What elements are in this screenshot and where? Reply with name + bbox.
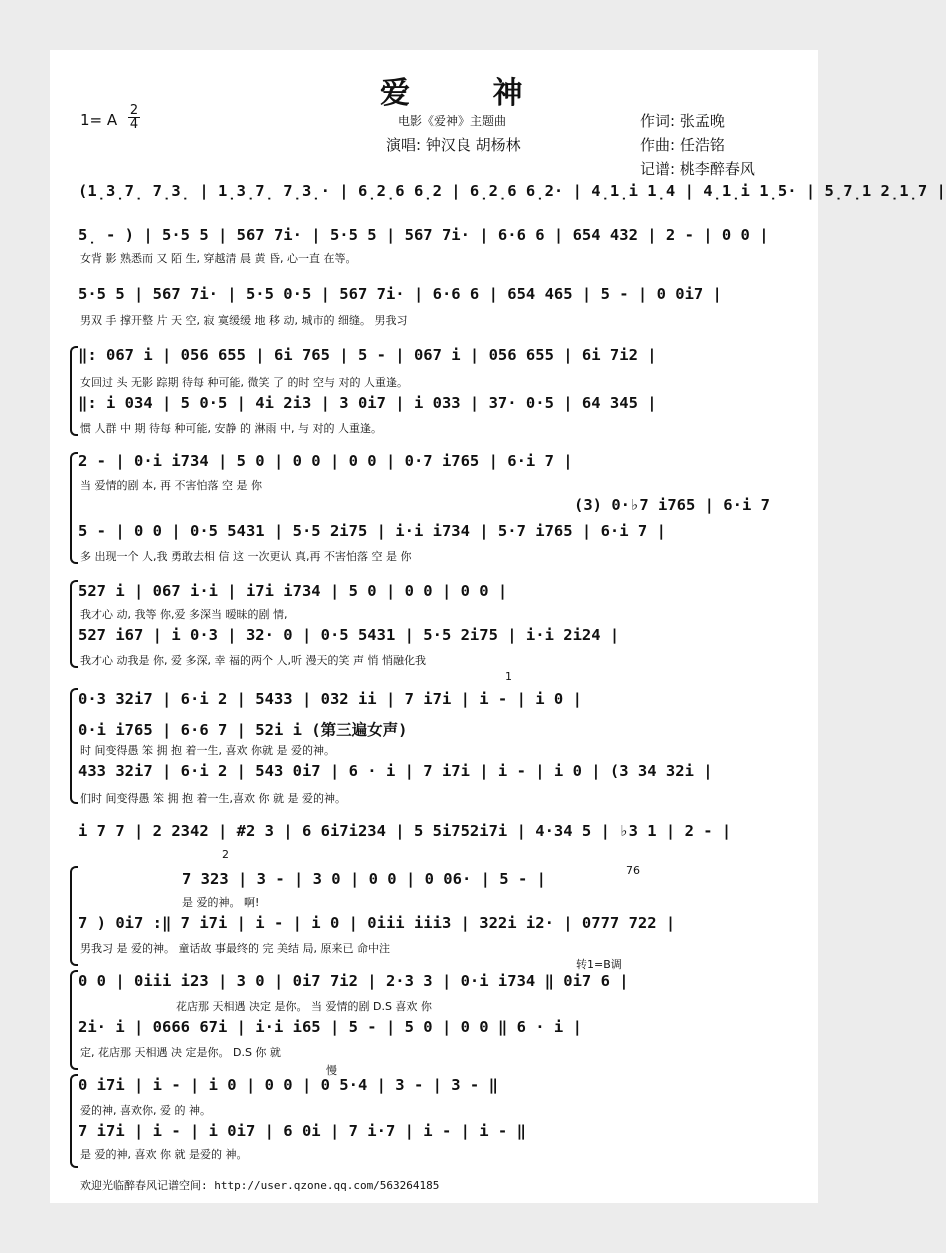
system-brace: [70, 346, 78, 436]
notation-row: 2 - | 0·i i734 | 5 0 | 0 0 | 0 0 | 0·7 i765 | 6·i 7 |: [78, 452, 573, 470]
transcriber: 记谱: 桃李醉春风: [640, 160, 755, 178]
system-brace: [70, 580, 78, 668]
notation-row: (3) 0·♭7 i765 | 6·i 7: [574, 496, 770, 514]
volta-2-label: 2: [222, 848, 229, 861]
system-brace: [70, 866, 78, 966]
notation-row: 0·3 32i7 | 6·i 2 | 5433 | 032 ii | 7 i7i | i - | i 0 |: [78, 690, 582, 708]
time-top: 2: [129, 103, 139, 118]
lyrics-row: 花店那 天相遇 决定 是你。 当 爱情的剧 D.S 喜欢 你: [176, 1000, 432, 1013]
time-bottom: 4: [129, 117, 139, 132]
footer-link-text: 欢迎光临醉春风记谱空间: http://user.qzone.qq.com/563264185: [80, 1179, 440, 1192]
system-brace: [70, 452, 78, 564]
notation-row: 0 0 | 0iii i23 | 3 0 | 0i7 7i2 | 2·3 3 | 0·i i734 ‖ 0i7 6 |: [78, 972, 629, 990]
lyrics-row: 爱的神, 喜欢你, 爱 的 神。: [80, 1104, 211, 1117]
tempo-mark: 慢: [326, 1064, 337, 1077]
dynamic-mark: 76: [626, 864, 640, 877]
notation-row: 527 i67 | i 0·3 | 32· 0 | 0·5 5431 | 5·5 2i75 | i·i 2i24 |: [78, 626, 620, 644]
notation-row: 7 i7i | i - | i 0i7 | 6 0i | 7 i·7 | i - | i - ‖: [78, 1122, 526, 1140]
notation-row: 0 i7i | i - | i 0 | 0 0 | 0 5·4 | 3 - | 3 - ‖: [78, 1076, 498, 1094]
time-signature: [128, 104, 140, 131]
notation-row: 5̣ - ) | 5·5 5 | 567 7i· | 5·5 5 | 567 7i· | 6·6 6 | 654 432 | 2 - | 0 0 |: [78, 226, 769, 244]
lyrics-row: 男双 手 撑开整 片 天 空, 寂 寞缓缓 地 移 动, 城市的 细缝。 男我习: [80, 314, 408, 327]
composer: 作曲: 任浩铭: [640, 136, 725, 154]
lyrics-row: 我才心 动, 我等 你,爱 多深当 暧昧的剧 情,: [80, 608, 288, 621]
notation-row: ‖: i 034 | 5 0·5 | 4i 2i3 | 3 0i7 | i 033 | 37· 0·5 | 64 345 |: [78, 394, 657, 412]
notation-row: 7 ) 0i7 :‖ 7 i7i | i - | i 0 | 0iii iii3 | 322i i2· | 0777 722 |: [78, 914, 676, 932]
system-brace: [70, 688, 78, 804]
notation-row: 2i· i | 0666 67i | i·i i65 | 5 - | 5 0 | 0 0 ‖ 6 · i |: [78, 1018, 582, 1036]
lyricist: 作词: 张孟晚: [640, 112, 725, 130]
lyrics-row: 定, 花店那 天相遇 决 定是你。 D.S 你 就: [80, 1046, 281, 1059]
modulation-mark: 转1=B调: [576, 958, 622, 971]
notation-row: 5 - | 0 0 | 0·5 5431 | 5·5 2i75 | i·i i734 | 5·7 i765 | 6·i 7 |: [78, 522, 666, 540]
volta-1-label: 1: [505, 670, 512, 683]
notation-row: 7 323 | 3 - | 3 0 | 0 0 | 0 06· | 5 - |: [182, 870, 546, 888]
lyrics-row: 多 出现一个 人,我 勇敢去相 信 这 一次更认 真,再 不害怕落 空 是 你: [80, 550, 412, 563]
notation-row: i 7 7 | 2 2342 | #2 3 | 6 6i7i234 | 5 5i752i7i | 4·34 5 | ♭3 1 | 2 - |: [78, 822, 732, 840]
key-signature: 1= A: [80, 111, 118, 129]
system-brace: [70, 1074, 78, 1168]
lyrics-row: 当 爱情的剧 本, 再 不害怕落 空 是 你: [80, 479, 262, 492]
notation-row: 527 i | 067 i·i | i7i i734 | 5 0 | 0 0 | 0 0 |: [78, 582, 508, 600]
notation-row: (1̣3̣7̣ 7̣3̣ | 1̣3̣7̣ 7̣3̣· | 6̣2̣6 6̣2 | 6̣2̣6 6̣2· | 4̣1̣i 1̣4 | 4̣1̣i 1̣5· | 5̣7̣1 2̣1̣7 |: [78, 182, 946, 200]
lyrics-row: 我才心 动我是 你, 爱 多深, 幸 福的两个 人,听 漫天的笑 声 悄 悄融化我: [80, 654, 426, 667]
lyrics-row: 女背 影 熟悉而 又 陌 生, 穿越清 晨 黄 昏, 心一直 在等。: [80, 252, 357, 265]
lyrics-row: 是 爱的神, 喜欢 你 就 是爱的 神。: [80, 1148, 248, 1161]
lyrics-row: 女回过 头 无影 踪期 待每 种可能, 微笑 了 的时 空与 对的 人重逢。: [80, 376, 408, 389]
lyrics-row: 们时 间变得愚 笨 拥 抱 着一生,喜欢 你 就 是 爱的神。: [80, 792, 346, 805]
lyrics-row: 惯 人群 中 期 待每 种可能, 安静 的 淋雨 中, 与 对的 人重逢。: [80, 422, 382, 435]
singers: 演唱: 钟汉良 胡杨林: [386, 136, 521, 154]
notation-row: 0·i i765 | 6·6 7 | 52i i (第三遍女声): [78, 721, 408, 739]
system-brace: [70, 970, 78, 1070]
lyrics-row: 男我习 是 爱的神。 童话故 事最终的 完 美结 局, 原来已 命中注: [80, 942, 390, 955]
notation-row: 5·5 5 | 567 7i· | 5·5 0·5 | 567 7i· | 6·6 6 | 654 465 | 5 - | 0 0i7 |: [78, 285, 722, 303]
lyrics-row: 时 间变得愚 笨 拥 抱 着一生, 喜欢 你就 是 爱的神。: [80, 744, 335, 757]
notation-row: 433 32i7 | 6·i 2 | 543 0i7 | 6 · i | 7 i7i | i - | i 0 | (3 34 32i |: [78, 762, 713, 780]
song-title: 爱 神: [380, 76, 559, 111]
subtitle: 电影《爱神》主题曲: [398, 114, 507, 128]
notation-row: ‖: 067 i | 056 655 | 6i 765 | 5 - | 067 i | 056 655 | 6i 7i2 |: [78, 346, 657, 364]
lyrics-row: 是 爱的神。 啊!: [182, 896, 260, 909]
